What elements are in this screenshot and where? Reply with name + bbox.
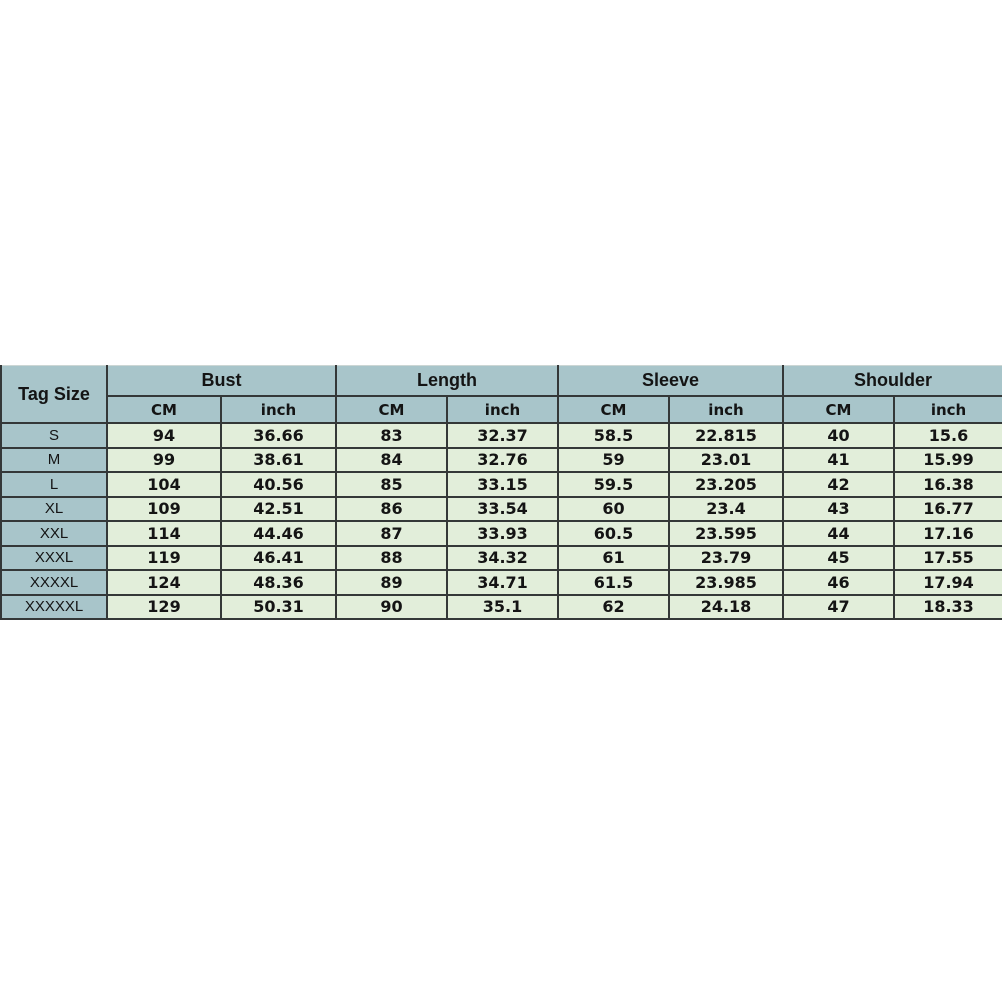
size-row-xxxxl — [1, 570, 1002, 595]
value-cell: 40.56 — [221, 472, 336, 497]
value-cell: 61.5 — [558, 570, 669, 595]
value-cell: 42 — [783, 472, 894, 497]
group-header-shoulder: Shoulder — [783, 366, 1002, 397]
unit-header-cm: CM — [783, 396, 894, 423]
value-cell: 17.16 — [894, 521, 1002, 546]
value-cell: 44.46 — [221, 521, 336, 546]
value-cell: 23.4 — [669, 497, 783, 522]
size-label: XXL — [1, 521, 107, 546]
value-cell: 45 — [783, 546, 894, 571]
value-cell: 17.55 — [894, 546, 1002, 571]
group-header-bust: Bust — [107, 366, 336, 397]
value-cell: 62 — [558, 595, 669, 620]
value-cell: 34.71 — [447, 570, 558, 595]
value-cell: 89 — [336, 570, 447, 595]
unit-header-inch: inch — [447, 396, 558, 423]
value-cell: 85 — [336, 472, 447, 497]
value-cell: 60.5 — [558, 521, 669, 546]
value-cell: 22.815 — [669, 423, 783, 448]
size-row-xl — [1, 497, 1002, 522]
value-cell: 23.79 — [669, 546, 783, 571]
value-cell: 42.51 — [221, 497, 336, 522]
value-cell: 114 — [107, 521, 221, 546]
value-cell: 36.66 — [221, 423, 336, 448]
group-header-length: Length — [336, 366, 558, 397]
value-cell: 41 — [783, 448, 894, 473]
value-cell: 23.595 — [669, 521, 783, 546]
value-cell: 23.985 — [669, 570, 783, 595]
size-row-l — [1, 472, 1002, 497]
value-cell: 33.54 — [447, 497, 558, 522]
size-label: XL — [1, 497, 107, 522]
size-row-xxxl — [1, 546, 1002, 571]
value-cell: 38.61 — [221, 448, 336, 473]
value-cell: 84 — [336, 448, 447, 473]
size-row-m — [1, 448, 1002, 473]
value-cell: 60 — [558, 497, 669, 522]
size-rows — [1, 423, 1002, 619]
size-label: XXXL — [1, 546, 107, 571]
group-header-sleeve: Sleeve — [558, 366, 783, 397]
value-cell: 59 — [558, 448, 669, 473]
size-label: L — [1, 472, 107, 497]
value-cell: 17.94 — [894, 570, 1002, 595]
value-cell: 32.37 — [447, 423, 558, 448]
value-cell: 32.76 — [447, 448, 558, 473]
value-cell: 87 — [336, 521, 447, 546]
size-row-xxl — [1, 521, 1002, 546]
value-cell: 48.36 — [221, 570, 336, 595]
value-cell: 50.31 — [221, 595, 336, 620]
group-header-row — [1, 366, 1002, 397]
size-label: S — [1, 423, 107, 448]
size-chart-table — [0, 365, 1002, 620]
value-cell: 47 — [783, 595, 894, 620]
value-cell: 34.32 — [447, 546, 558, 571]
unit-header-row — [1, 396, 1002, 423]
value-cell: 44 — [783, 521, 894, 546]
value-cell: 33.93 — [447, 521, 558, 546]
size-row-s — [1, 423, 1002, 448]
unit-header-cm: CM — [558, 396, 669, 423]
value-cell: 90 — [336, 595, 447, 620]
value-cell: 43 — [783, 497, 894, 522]
unit-header-cm: CM — [336, 396, 447, 423]
value-cell: 109 — [107, 497, 221, 522]
value-cell: 104 — [107, 472, 221, 497]
value-cell: 88 — [336, 546, 447, 571]
unit-header-inch: inch — [669, 396, 783, 423]
value-cell: 40 — [783, 423, 894, 448]
value-cell: 46 — [783, 570, 894, 595]
size-label: XXXXXL — [1, 595, 107, 620]
value-cell: 61 — [558, 546, 669, 571]
value-cell: 33.15 — [447, 472, 558, 497]
value-cell: 16.77 — [894, 497, 1002, 522]
value-cell: 129 — [107, 595, 221, 620]
value-cell: 124 — [107, 570, 221, 595]
size-label: M — [1, 448, 107, 473]
value-cell: 18.33 — [894, 595, 1002, 620]
value-cell: 99 — [107, 448, 221, 473]
unit-header-inch: inch — [221, 396, 336, 423]
value-cell: 24.18 — [669, 595, 783, 620]
value-cell: 23.205 — [669, 472, 783, 497]
value-cell: 35.1 — [447, 595, 558, 620]
value-cell: 119 — [107, 546, 221, 571]
value-cell: 15.99 — [894, 448, 1002, 473]
value-cell: 86 — [336, 497, 447, 522]
size-row-xxxxxl — [1, 595, 1002, 620]
unit-header-cm: CM — [107, 396, 221, 423]
value-cell: 58.5 — [558, 423, 669, 448]
value-cell: 16.38 — [894, 472, 1002, 497]
value-cell: 46.41 — [221, 546, 336, 571]
corner-header-tag-size: Tag Size — [1, 366, 107, 424]
size-label: XXXXL — [1, 570, 107, 595]
value-cell: 23.01 — [669, 448, 783, 473]
value-cell: 94 — [107, 423, 221, 448]
value-cell: 59.5 — [558, 472, 669, 497]
value-cell: 15.6 — [894, 423, 1002, 448]
value-cell: 83 — [336, 423, 447, 448]
unit-header-inch: inch — [894, 396, 1002, 423]
